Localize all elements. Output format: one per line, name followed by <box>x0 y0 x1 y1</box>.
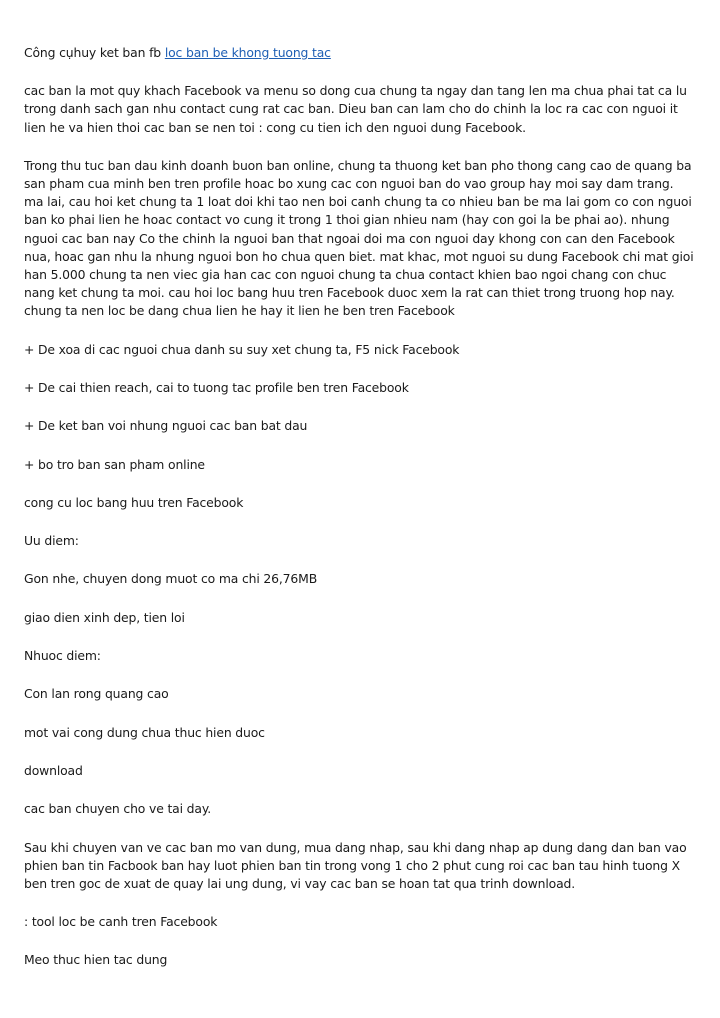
heading-text: Công cụhuy ket ban fb <box>24 45 162 60</box>
pros-item: Gon nhe, chuyen dong muot co ma chi 26,76MB <box>24 571 318 587</box>
paragraph-instructions: Sau khi chuyen van ve cac ban mo van dung, mua dang nhap, sau khi dang nhap ap dung dang dan ban vao phien ban tin Facbook ban hay luot phien ban tin trong vong 1 cho 2 phut cung roi cac ban tau hinh tuong X ben tren goc de xuat de quay lai ung dung, vi vay cac ban se hoan tat qua trinh download. <box>24 839 687 891</box>
paragraph-main: Trong thu tuc ban dau kinh doanh buon ban online, chung ta thuong ket ban pho thong cang cao de quang ba san pham cua minh ben tren profile hoac bo xung cac con nguoi ban do vao group hay moi say dam trang. ma lai, cau hoi ket chung ta 1 loat doi khi tao nen boi canh chung ta co nhieu ban be ma lai gom co con nguoi ban ko phai lien he hoac contact vo cung it trong 1 thoi gian nhieu nam (hay con goi la be phai ao). nhung nguoi cac ban nay Co the chinh la nguoi ban that ngoai doi ma con nguoi day khong con can den Facebook nua, hoac gan nhu la nhung nguoi bon ho chua quen biet. mat khac, mot nguoi su dung Facebook chi mat gioi han 5.000 chung ta nen viec gia han cac con nguoi chung ta chua contact khien bao ngoi chang con chuc nang ket chung ta moi. cau hoi loc bang huu tren Facebook duoc xem la rat can thiet trong truong hop nay. chung ta nen loc be dang chua lien he hay it lien he ben tren Facebook <box>24 157 694 319</box>
cons-item: mot vai cong dung chua thuc hien duoc <box>24 724 265 740</box>
paragraph-intro: cac ban la mot quy khach Facebook va menu so dong cua chung ta ngay dan tang len ma chua phai tat ca lu trong danh sach gan nhu contact cung rat cac ban. Dieu ban can lam cho do chinh la loc ra cac con nguoi it lien he va hien thoi cac ban se nen toi : cong cu tien ich den nguoi dung Facebook. <box>24 83 687 135</box>
bullet-item: + De xoa di cac nguoi chua danh su suy xet chung ta, F5 nick Facebook <box>24 341 460 357</box>
download-note: cac ban chuyen cho ve tai day. <box>24 801 212 817</box>
tool-heading: : tool loc be canh tren Facebook <box>24 914 218 930</box>
pros-item: giao dien xinh dep, tien loi <box>24 609 185 625</box>
bullet-item: + bo tro ban san pham online <box>24 456 205 472</box>
cons-item: Con lan rong quang cao <box>24 686 169 702</box>
download-heading: download <box>24 762 83 778</box>
bullet-item: + De cai thien reach, cai to tuong tac profile ben tren Facebook <box>24 379 409 395</box>
tips-heading: Meo thuc hien tac dung <box>24 952 168 968</box>
heading-link[interactable]: loc ban be khong tuong tac <box>164 45 331 60</box>
document-heading <box>24 44 694 62</box>
cons-heading: Nhuoc diem: <box>24 648 101 664</box>
bullet-item: + De ket ban voi nhung nguoi cac ban bat dau <box>24 418 308 434</box>
section-heading: cong cu loc bang huu tren Facebook <box>24 494 244 510</box>
pros-heading: Uu diem: <box>24 533 79 549</box>
